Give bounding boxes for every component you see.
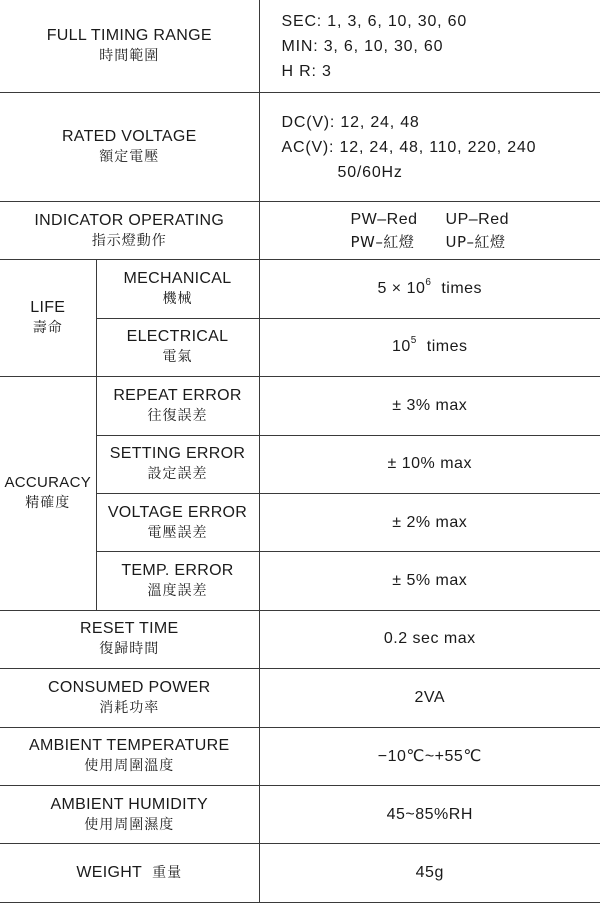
reset-time-value: 0.2 sec max bbox=[259, 610, 600, 668]
setting-error-label-en: SETTING ERROR bbox=[109, 445, 246, 463]
life-label-en: LIFE bbox=[30, 299, 66, 317]
accuracy-label bbox=[0, 377, 96, 611]
row-consumed-power bbox=[0, 669, 600, 727]
row-life-mechanical bbox=[0, 260, 600, 318]
repeat-error-value: ± 3% max bbox=[259, 377, 600, 435]
indicator-up-en: UP–Red bbox=[445, 210, 509, 228]
ambient-humidity-label-en: AMBIENT HUMIDITY bbox=[50, 795, 208, 813]
rated-voltage-ac: AC(V): 12, 24, 48, 110, 220, 240 bbox=[281, 138, 537, 156]
weight-label bbox=[0, 844, 259, 903]
reset-time-label-zh: 復歸時間 bbox=[99, 641, 160, 658]
weight-label-zh: 重量 bbox=[152, 865, 183, 882]
timing-range-min: MIN: 3, 6, 10, 30, 60 bbox=[281, 37, 444, 55]
accuracy-label-en: ACCURACY bbox=[4, 474, 92, 492]
voltage-error-label-en: VOLTAGE ERROR bbox=[107, 503, 248, 521]
mechanical-label bbox=[96, 260, 259, 318]
setting-error-value: ± 10% max bbox=[259, 435, 600, 493]
row-accuracy-repeat bbox=[0, 377, 600, 435]
mechanical-value bbox=[259, 260, 600, 318]
mechanical-value-exponent: 6 bbox=[425, 277, 432, 289]
weight-value: 45g bbox=[259, 844, 600, 903]
mechanical-label-en: MECHANICAL bbox=[123, 270, 232, 288]
timing-range-label-en: FULL TIMING RANGE bbox=[46, 27, 212, 45]
rated-voltage-dc: DC(V): 12, 24, 48 bbox=[281, 113, 420, 131]
temp-error-label-zh: 溫度誤差 bbox=[147, 583, 208, 600]
life-label-zh: 壽命 bbox=[32, 320, 63, 337]
row-reset-time bbox=[0, 610, 600, 668]
consumed-power-label bbox=[0, 669, 259, 727]
electrical-value-unit: times bbox=[426, 338, 468, 356]
reset-time-label-en: RESET TIME bbox=[80, 620, 179, 638]
rated-voltage-frequency: 50/60Hz bbox=[337, 163, 403, 181]
rated-voltage-value bbox=[259, 93, 600, 202]
repeat-error-label bbox=[96, 377, 259, 435]
electrical-value bbox=[259, 318, 600, 376]
voltage-error-value: ± 2% max bbox=[259, 493, 600, 551]
consumed-power-label-zh: 消耗功率 bbox=[99, 699, 160, 716]
electrical-label-zh: 電氣 bbox=[162, 349, 193, 366]
consumed-power-value: 2VA bbox=[259, 669, 600, 727]
repeat-error-label-en: REPEAT ERROR bbox=[113, 386, 242, 404]
indicator-label-en: INDICATOR OPERATING bbox=[34, 211, 225, 229]
ambient-temperature-label-zh: 使用周圍溫度 bbox=[84, 758, 175, 775]
weight-label-en: WEIGHT bbox=[76, 864, 143, 882]
row-ambient-humidity bbox=[0, 786, 600, 844]
consumed-power-label-en: CONSUMED POWER bbox=[48, 678, 211, 696]
indicator-up-zh: UP–紅燈 bbox=[445, 232, 506, 251]
indicator-label-zh: 指示燈動作 bbox=[91, 232, 167, 249]
rated-voltage-label-zh: 額定電壓 bbox=[99, 149, 160, 166]
rated-voltage-label bbox=[0, 93, 259, 202]
accuracy-label-zh: 精確度 bbox=[25, 495, 71, 512]
electrical-value-exponent: 5 bbox=[410, 335, 417, 347]
row-timing-range bbox=[0, 0, 600, 93]
indicator-pw-en: PW–Red bbox=[350, 210, 418, 228]
ambient-temperature-label-en: AMBIENT TEMPERATURE bbox=[29, 737, 230, 755]
repeat-error-label-zh: 往復誤差 bbox=[147, 407, 208, 424]
electrical-label bbox=[96, 318, 259, 376]
row-ambient-temperature bbox=[0, 727, 600, 785]
rated-voltage-label-en: RATED VOLTAGE bbox=[61, 128, 197, 146]
timing-range-hr: H R: 3 bbox=[281, 62, 332, 80]
ambient-temperature-value: −10℃~+55℃ bbox=[259, 727, 600, 785]
mechanical-label-zh: 機械 bbox=[162, 291, 193, 308]
temp-error-value: ± 5% max bbox=[259, 552, 600, 610]
mechanical-value-unit: times bbox=[441, 280, 483, 298]
timing-range-label-zh: 時間範圍 bbox=[99, 48, 160, 65]
setting-error-label bbox=[96, 435, 259, 493]
mechanical-value-base: 5 × 10 bbox=[377, 280, 426, 298]
setting-error-label-zh: 設定誤差 bbox=[147, 466, 208, 483]
temp-error-label bbox=[96, 552, 259, 610]
ambient-humidity-label-zh: 使用周圍濕度 bbox=[84, 816, 175, 833]
ambient-humidity-label bbox=[0, 786, 259, 844]
timing-range-value bbox=[259, 0, 600, 93]
row-weight bbox=[0, 844, 600, 903]
timing-range-label bbox=[0, 0, 259, 93]
electrical-label-en: ELECTRICAL bbox=[126, 328, 229, 346]
ambient-temperature-label bbox=[0, 727, 259, 785]
indicator-label bbox=[0, 201, 259, 259]
indicator-pw-zh: PW–紅燈 bbox=[350, 232, 415, 251]
electrical-value-base: 10 bbox=[392, 338, 411, 356]
row-indicator bbox=[0, 201, 600, 259]
indicator-value bbox=[259, 201, 600, 259]
reset-time-label bbox=[0, 610, 259, 668]
life-label bbox=[0, 260, 96, 377]
voltage-error-label-zh: 電壓誤差 bbox=[147, 524, 208, 541]
voltage-error-label bbox=[96, 493, 259, 551]
row-rated-voltage bbox=[0, 93, 600, 202]
temp-error-label-en: TEMP. ERROR bbox=[121, 562, 234, 580]
ambient-humidity-value: 45~85%RH bbox=[259, 786, 600, 844]
timing-range-sec: SEC: 1, 3, 6, 10, 30, 60 bbox=[281, 12, 468, 30]
